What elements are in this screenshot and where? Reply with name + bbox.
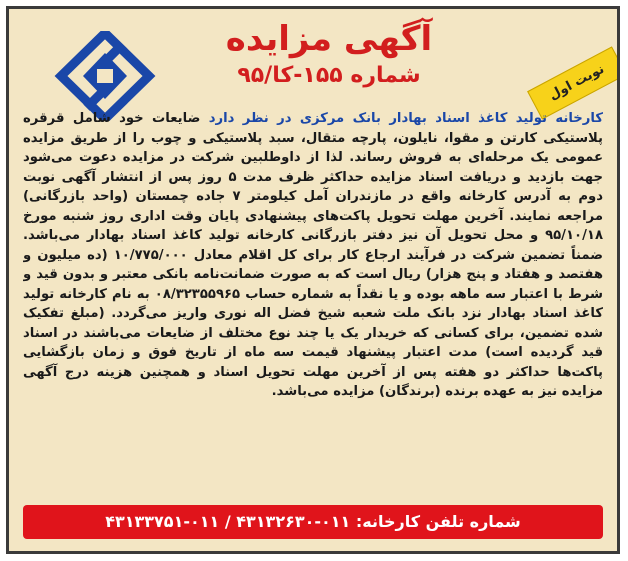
central-bank-logo-icon — [49, 31, 161, 121]
notice-intro: کارخانه تولید کاغذ اسناد بهادار بانک مرکزی در نظر دارد — [208, 111, 603, 126]
phone-bar: شماره تلفن کارخانه: ۰۱۱-۴۳۱۳۲۶۳۰ / ۰۱۱-۴۳۱۳۳۷۵۱ — [23, 505, 603, 539]
auction-notice — [6, 6, 620, 554]
notice-number: شماره ۱۵۵-کا/۹۵ — [237, 63, 421, 88]
notice-title: آگهی مزایده — [225, 19, 433, 59]
notice-body-text: ضایعات خود شامل قرقره پلاستیکی کارتن و مقوا، نایلون، پارچه متقال، سبد پلاستیکی و چوب را از طریق مزایده عمومی یک مرحله‌ای به فروش رساند. لذا از داوطلبین شرکت در مزایده دعوت می‌شود جهت بازدید و دریافت اسناد مزایده حداکثر ظرف مدت ۵ روز پس از انتشار آگهی نوبت دوم به آدرس کارخانه واقع در مازندران آمل کیلومتر ۷ جاده چمستان (واحد بازرگانی) مراجعه نمایند. آخرین مهلت تحویل پاکت‌های پیشنهادی پایان وقت اداری روز شنبه مورخ ۹۵/۱۰/۱۸ و محل تحویل آن نیز دفتر بازرگانی کارخانه تولید کاغذ اسناد بهادار می‌باشد. ضمناً تضمین شرکت در فرآیند ارجاع کار برای کل اقلام معادل ۱۰/۷۷۵/۰۰۰ (ده میلیون و هفتصد و هفتاد و پنج هزار) ریال است که به صورت ضمانت‌نامه بانکی معتبر و بدون قید و شرط با اعتبار سه ماهه بوده و یا نقداً به شماره حساب ۰۸/۳۲۳۵۵۹۶۵ به نام کارخانه تولید کاغذ اسناد بهادار نزد بانک ملت شعبه شیخ فضل اله نوری واریز می‌گردد. (مبلغ تفکیک شده تضمین، برای کسانی که خریدار یک یا چند نوع مختلف از ضایعات می‌باشند در اسناد قید گردیده است) مدت اعتبار پیشنهاد قیمت سه ماه از تاریخ فوق و زمان بازگشایی پاکت‌ها حداکثر دو هفته پس از آخرین مهلت تحویل اسناد و همچنین هزینه درج آگهی مزایده نیز به عهده برنده (برندگان) مزایده می‌باشد. — [23, 111, 603, 399]
round-badge: نوبت اول — [527, 46, 620, 119]
notice-body — [23, 109, 603, 501]
